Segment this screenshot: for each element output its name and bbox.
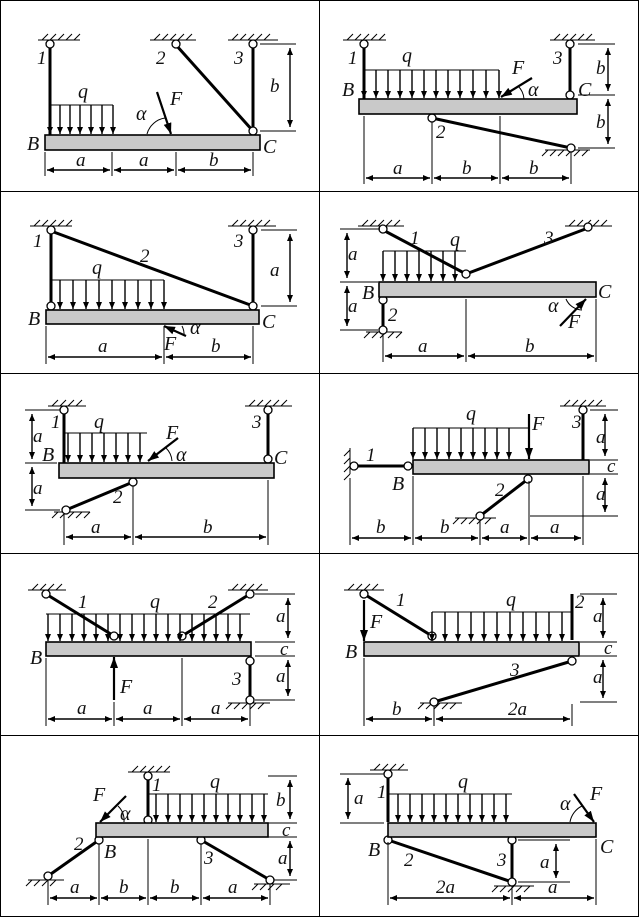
dim-b: b [440, 517, 450, 538]
q-label: q [402, 45, 412, 67]
wall-support [38, 34, 278, 40]
q-label: q [450, 229, 460, 251]
q-label: q [458, 771, 468, 793]
dim-a: a [593, 667, 603, 688]
beam [46, 310, 259, 324]
rod-2-label: 2 [156, 48, 166, 69]
distributed-load [148, 794, 268, 822]
dim-a: a [98, 336, 108, 357]
B-label: B [27, 133, 40, 155]
rod-3-label: 3 [232, 669, 242, 690]
B-label: B [368, 839, 381, 861]
dim-c: c [282, 820, 291, 841]
B-label: B [392, 473, 405, 495]
dim-b: b [462, 158, 472, 179]
rod-3-label: 3 [234, 231, 244, 252]
rod-2-label: 2 [575, 592, 585, 613]
dim-b: b [276, 790, 286, 811]
dim-c: c [280, 639, 289, 660]
rod-2 [432, 118, 571, 148]
rod-3 [466, 228, 588, 274]
dim-c: c [604, 638, 613, 659]
dim-a: a [91, 517, 101, 538]
F-label: F [164, 333, 177, 355]
alpha-label: α [176, 444, 187, 466]
rod-2-label: 2 [208, 592, 218, 613]
dim-2a: 2a [436, 877, 455, 898]
dim-b: b [525, 336, 535, 357]
dim-a: a [596, 484, 606, 505]
dim-2a: 2a [508, 699, 527, 720]
rod-1-label: 1 [348, 48, 358, 69]
C-label: C [274, 447, 288, 469]
panel-2 [342, 34, 615, 184]
F-label: F [370, 611, 383, 633]
beam [359, 99, 577, 114]
rod-1-label: 1 [410, 228, 420, 249]
alpha-label: α [528, 79, 539, 101]
dim-a: a [348, 296, 358, 317]
C-label: C [263, 136, 277, 158]
B-label: B [345, 641, 358, 663]
F-label: F [590, 783, 603, 805]
dim-a: a [143, 698, 153, 719]
F-label: F [512, 57, 525, 79]
distributed-load [432, 612, 572, 641]
dim-a: a [348, 244, 358, 265]
q-label: q [466, 403, 476, 425]
panel-7 [28, 584, 295, 726]
q-label: q [210, 771, 220, 793]
dim-b: b [119, 877, 129, 898]
rod-3-label: 3 [510, 660, 520, 681]
C-label: C [578, 79, 592, 101]
rod-2-label: 2 [495, 480, 505, 501]
dim-a: a [593, 606, 603, 627]
dim-a: a [278, 848, 288, 869]
rod-1-label: 1 [78, 592, 88, 613]
rod-1-label: 1 [33, 231, 43, 252]
dim-a: a [418, 336, 428, 357]
dim-a: a [548, 877, 558, 898]
distributed-load [50, 105, 113, 134]
rod-2 [66, 482, 133, 510]
dim-b: b [596, 58, 606, 79]
rod-3-label: 3 [234, 48, 244, 69]
dim-b: b [529, 158, 539, 179]
beam [96, 823, 268, 837]
beam [59, 463, 274, 478]
rod-2-label: 2 [404, 850, 414, 871]
rod-3-label: 3 [553, 48, 563, 69]
rod-1-label: 1 [396, 590, 406, 611]
beam [46, 642, 251, 656]
q-label: q [150, 591, 160, 613]
dim-b: b [270, 76, 280, 97]
panel-6 [344, 400, 618, 545]
dim-b: b [596, 112, 606, 133]
panel-3 [28, 220, 297, 364]
dim-a: a [276, 666, 286, 687]
q-label: q [94, 411, 104, 433]
alpha-label: α [190, 317, 201, 339]
rod-2-label: 2 [436, 122, 446, 143]
beam [379, 282, 596, 297]
panel-10 [340, 764, 614, 905]
dim-a: a [596, 427, 606, 448]
rod-1-label: 1 [377, 782, 387, 803]
dim-b: b [209, 150, 219, 171]
dim-b: b [211, 336, 221, 357]
beam [45, 135, 260, 150]
panel-1 [27, 34, 296, 176]
B-label: B [42, 444, 55, 466]
alpha-label: α [120, 803, 131, 825]
panel-9 [26, 766, 297, 905]
rod-2-label: 2 [74, 834, 84, 855]
F-label: F [93, 784, 106, 806]
force-F [157, 92, 171, 134]
B-label: B [28, 308, 41, 330]
rod-2-label: 2 [388, 305, 398, 326]
distributed-load [413, 428, 529, 459]
F-label: F [170, 88, 183, 110]
distributed-load [46, 614, 250, 641]
dim-b: b [170, 877, 180, 898]
rod-3-label: 3 [497, 850, 507, 871]
alpha-label: α [548, 295, 559, 317]
dim-a: a [33, 478, 43, 499]
rod-2-label: 2 [113, 487, 123, 508]
distributed-load [64, 433, 147, 462]
dim-a: a [276, 606, 286, 627]
F-label: F [120, 676, 133, 698]
dim-a: a [354, 788, 364, 809]
q-label: q [78, 81, 88, 103]
q-label: q [92, 257, 102, 279]
dim-a: a [270, 260, 280, 281]
B-label: B [104, 841, 117, 863]
rod-2-label: 2 [140, 246, 150, 267]
distributed-load [388, 794, 512, 822]
dim-a: a [500, 517, 510, 538]
dim-a: a [540, 852, 550, 873]
B-label: B [362, 282, 375, 304]
beam [388, 823, 596, 837]
panel-4 [340, 220, 612, 362]
rod-1-label: 1 [366, 445, 376, 466]
F-label: F [166, 422, 179, 444]
dim-c: c [607, 456, 616, 477]
rod-1-label: 1 [37, 48, 47, 69]
dim-a: a [70, 877, 80, 898]
beam [413, 460, 589, 474]
dim-a: a [393, 158, 403, 179]
dim-a: a [77, 698, 87, 719]
panel-5 [25, 400, 292, 545]
dim-a: a [76, 150, 86, 171]
dim-b: b [392, 699, 402, 720]
rod-3 [434, 661, 572, 702]
distributed-load [364, 70, 499, 98]
dim-a: a [211, 698, 221, 719]
panel-8 [344, 584, 617, 726]
C-label: C [262, 311, 276, 333]
alpha-label: α [136, 103, 147, 125]
dim-a: a [550, 517, 560, 538]
dim-a: a [228, 877, 238, 898]
distributed-load [51, 280, 164, 309]
rod-3-label: 3 [252, 412, 262, 433]
dim-a: a [33, 426, 43, 447]
B-label: B [30, 647, 43, 669]
B-label: B [342, 79, 355, 101]
beam [364, 642, 579, 656]
rod-1-label: 1 [152, 775, 162, 796]
F-label: F [568, 311, 581, 333]
rod-3-label: 3 [204, 848, 214, 869]
q-label: q [506, 589, 516, 611]
F-label: F [532, 413, 545, 435]
rod-1-label: 1 [51, 412, 61, 433]
rod-3-label: 3 [572, 412, 582, 433]
alpha-label: α [560, 793, 571, 815]
C-label: C [598, 281, 612, 303]
rod-3-label: 3 [544, 228, 554, 249]
rod-2 [51, 231, 253, 306]
C-label: C [600, 836, 614, 858]
dim-b: b [203, 517, 213, 538]
dim-a: a [139, 150, 149, 171]
dim-b: b [376, 517, 386, 538]
